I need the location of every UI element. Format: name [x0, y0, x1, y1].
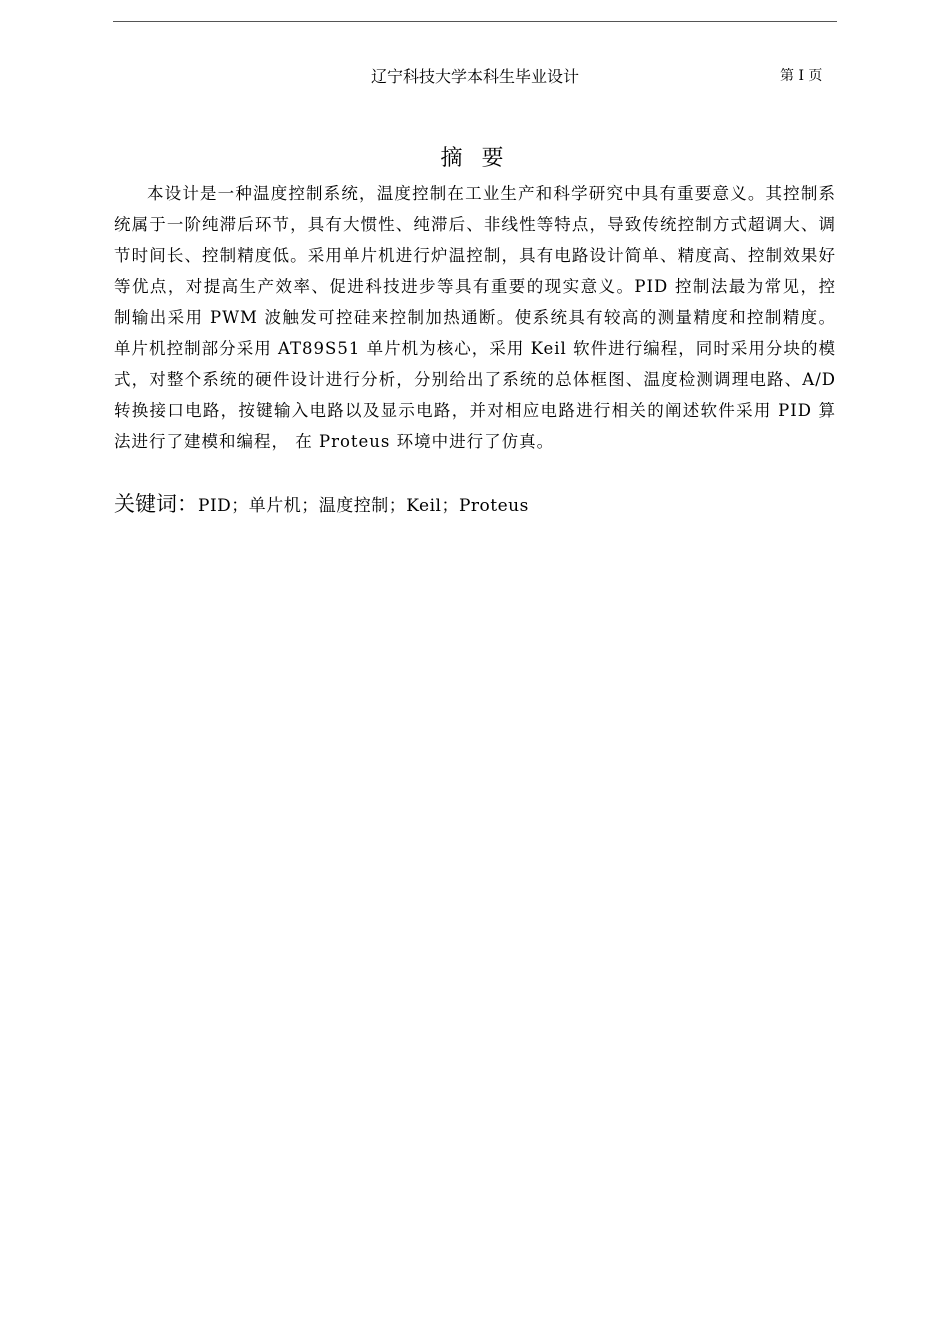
abstract-body: 本设计是一种温度控制系统，温度控制在工业生产和科学研究中具有重要意义。其控制系统属于一阶纯滞后环节，具有大惯性、纯滞后、非线性等特点，导致传统控制方式超调大、调节时间长、控制精度低。采用单片机进行炉温控制，具有电路设计简单、精度高、控制效果好等优点，对提高生产效率、促进科技进步等具有重要的现实意义。PID 控制法最为常见，控制输出采用 PWM 波触发可控硅来控制加热通断。使系统具有较高的测量精度和控制精度。单片机控制部分采用 AT89S51 单片机为核心，采用 Keil 软件进行编程，同时采用分块的模式，对整个系统的硬件设计进行分析，分别给出了系统的总体框图、温度检测调理电路、A/D 转换接口电路，按键输入电路以及显示电路，并对相应电路进行相关的阐述软件采用 PID 算法进行了建模和编程， 在 Proteus 环境中进行了仿真。 [114, 184, 836, 451]
abstract-heading: 摘 要 [440, 146, 510, 171]
keywords-label: 关键词： [114, 492, 198, 516]
running-header-title: 辽宁科技大学本科生毕业设计 [370, 67, 579, 86]
keywords-line [114, 488, 836, 522]
page-number: 第 I 页 [780, 68, 823, 84]
keywords-text: PID；单片机；温度控制；Keil；Proteus [198, 496, 529, 516]
header-rule [113, 21, 837, 22]
